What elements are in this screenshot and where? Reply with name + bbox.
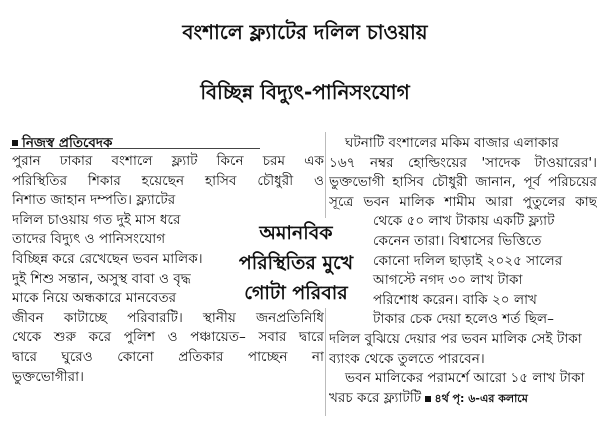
headline-line-1: বংশালে ফ্ল্যাটের দলিল চাওয়ায়	[182, 20, 428, 44]
text-line: বিচ্ছিন্ন করে রেখেছেন ভবন মালিক।	[12, 250, 203, 267]
text-line: পরিশোধ করেন। বাকি ২০ লাখ	[373, 291, 537, 308]
text-line: টাকার চেক দেয়া হলেও শর্ত ছিল–	[373, 311, 554, 328]
text-line: দ্বারে ঘুরেও কোনো প্রতিকার পাচ্ছেন না	[12, 348, 324, 365]
pull-quote-line: পরিস্থিতির মুখে	[238, 252, 354, 274]
pull-quote	[226, 218, 366, 308]
text-line: ১৬৭ নম্বর হোল্ডিংয়ের 'সাদেক টাওয়ারের'।	[329, 154, 597, 171]
text-line: থেকে শুরু করে পুলিশ ও পঞ্চায়েত– সবার দ্বারে	[12, 329, 324, 346]
text-line: ভবন মালিকের পরামর্শে আরো ১৫ লাখ টাকা	[345, 370, 585, 387]
text-line: পুরান ঢাকার বংশালে ফ্ল্যাট কিনে চরম এক	[12, 153, 324, 169]
text-line: পরিস্থিতির শিকার হয়েছেন হাসিব চৌধুরী ও	[12, 172, 324, 189]
text-line: ভুক্তভোগীরা।	[12, 368, 84, 385]
text-line: ব্যাংক থেকে তুলতে পারবেন।	[329, 350, 485, 367]
text-line: জীবন কাটাচ্ছে পরিবারটি। স্থানীয় জনপ্রতিনিধি	[12, 309, 324, 326]
headline-line-2: বিচ্ছিন্ন বিদ্যুৎ-পানিসংযোগ	[200, 80, 410, 104]
text-line: আগস্টে নগদ ৩০ লাখ টাকা	[373, 272, 523, 289]
text-line: সূত্রে ভবন মালিক শামীম আরা পুতুলের কাছ	[329, 193, 597, 210]
pull-quote-line: গোটা পরিবার	[244, 282, 348, 304]
continuation-note	[425, 392, 527, 405]
text-line: থেকে ৫০ লাখ টাকায় একটি ফ্ল্যাট	[373, 213, 555, 230]
text-line	[329, 389, 597, 409]
right-column	[329, 134, 597, 408]
continuation-marker-icon	[425, 396, 431, 402]
text-line: ভুক্তভোগী হাসিব চৌধুরী জানান, পূর্ব পরিচয়ের	[329, 174, 597, 191]
byline-marker-icon	[12, 140, 18, 146]
pull-quote-line: অমানবিক	[259, 222, 333, 244]
text-line: নিশাত জাহান দম্পতি। ফ্ল্যাটের	[12, 192, 176, 209]
byline-rule	[10, 148, 260, 149]
text-line: দলিল বুঝিয়ে দেয়ার পর ভবন মালিক সেই টাকা	[329, 330, 582, 347]
text-line-fragment: খরচ করে ফ্ল্যাটটি	[329, 389, 422, 406]
text-line: দুই শিশু সন্তান, অসুস্থ বাবা ও বৃদ্ধ	[12, 270, 191, 287]
text-line: ঘটনাটি বংশালের মকিম বাজার এলাকার	[345, 135, 559, 151]
text-line: দলিল চাওয়ায় গত দুই মাস ধরে	[12, 211, 181, 228]
text-line: কেনেন তারা। বিশ্বাসের ভিত্তিতে	[373, 232, 542, 249]
text-line: মাকে নিয়ে অন্ধকারে মানবেতর	[12, 290, 177, 307]
byline-text: নিজস্ব প্রতিবেদক	[22, 135, 113, 151]
continuation-text: ৪র্থ পৃ: ৬-এর কলামে	[434, 391, 528, 405]
text-line: তাদের বিদ্যুৎ ও পানিসংযোগ	[12, 231, 166, 248]
text-line: কোনো দলিল ছাড়াই ২০২৫ সালের	[373, 252, 563, 269]
